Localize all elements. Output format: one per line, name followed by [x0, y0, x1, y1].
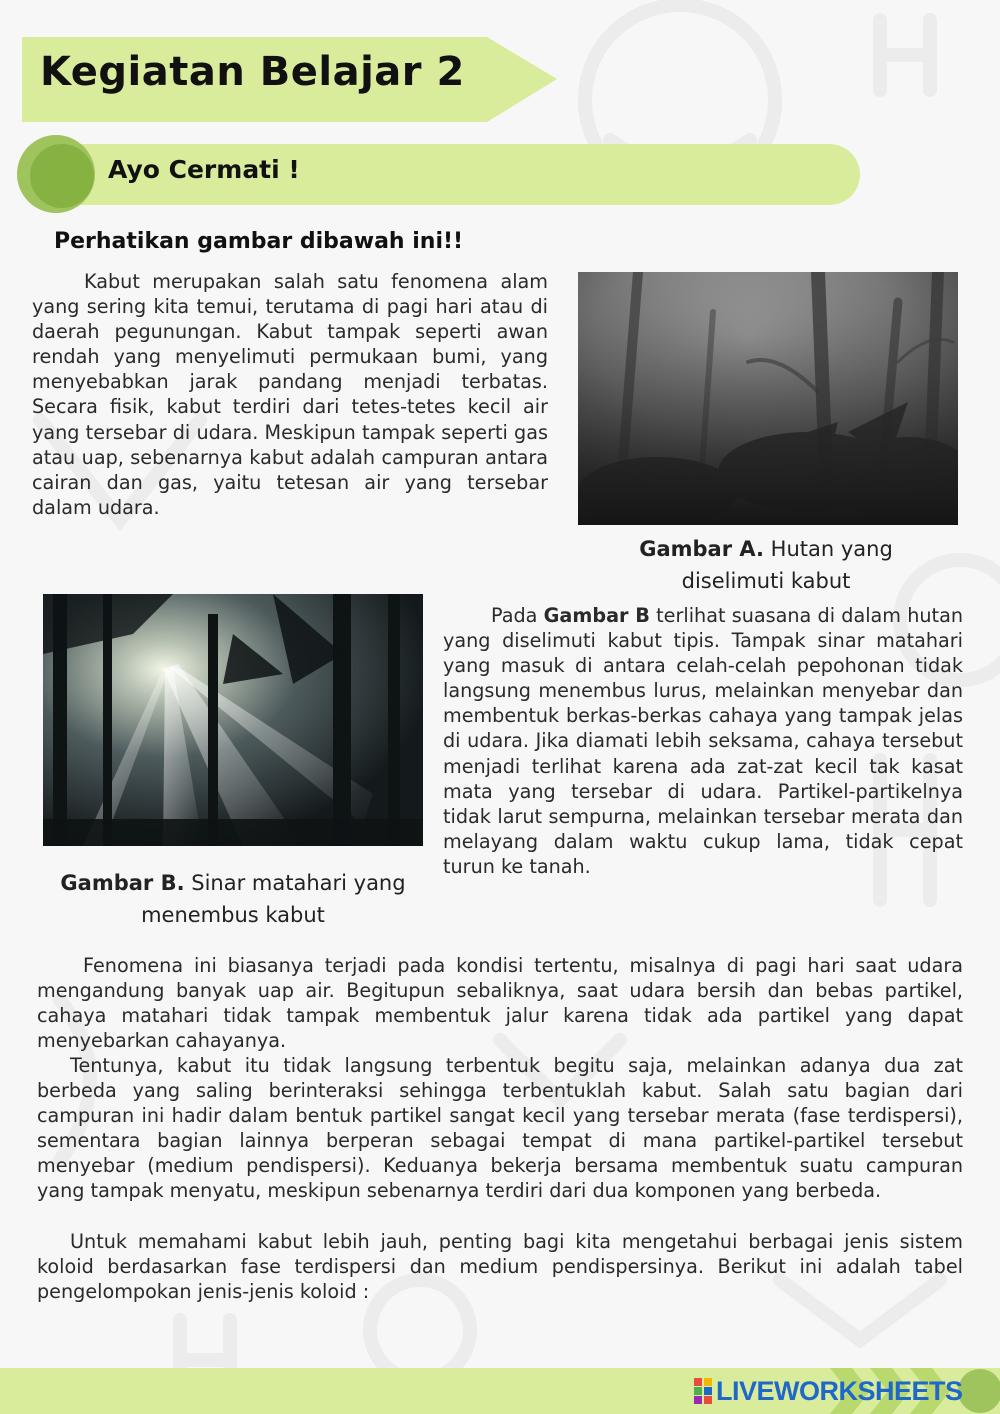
liveworksheets-wordmark: LIVEWORKSHEETS — [716, 1375, 963, 1406]
paragraph-mixture: Tentunya, kabut itu tidak langsung terbentuk begitu saja, melainkan adanya dua zat berbeda yang saling berinteraksi sehingga terbentuklah kabut. Salah satu bagian dari campuran ini hadir dalam bentuk partikel sangat kecil yang tersebar merata (fase terdispersi), sementara bagian lainnya berperan sebagai tempat di mana partikel-partikel tersebut menyebar (medium pendispersi). Keduanya bekerja bersama membentuk suatu campuran yang tampak menyatu, meskipun sebenarnya terdiri dari dua komponen yang berbeda. — [37, 1054, 963, 1203]
caption-figure-a-label: Gambar A. — [639, 537, 764, 561]
photo-foggy-forest — [578, 272, 958, 525]
caption-figure-b-text: Sinar matahari yang menembus kabut — [141, 871, 406, 927]
p2-bold: Gambar B — [543, 604, 650, 627]
paragraph-intro: Kabut merupakan salah satu fenomena alam yang sering kita temui, terutama di pagi hari atau di daerah pegunungan. Kabut tampak seperti awan rendah yang menyelimuti permukaan bumi, yang menyebabkan jarak pandang menjadi terbatas. Secara fisik, kabut terdiri dari tetes-tetes kecil air yang tersebar di udara. Meskipun tampak seperti gas atau uap, sebenarnya kabut adalah campuran antara cairan dan gas, yaitu tetesan air yang tersebar dalam udara. — [32, 270, 548, 519]
subtitle: Ayo Cermati ! — [108, 155, 300, 184]
paragraph-figure-b — [443, 603, 963, 879]
caption-figure-b — [40, 867, 426, 931]
photo-sunbeams-fog — [43, 594, 423, 846]
caption-figure-b-label: Gambar B. — [60, 871, 185, 895]
liveworksheets-brand[interactable] — [694, 1376, 963, 1406]
lesson-title: Kegiatan Belajar 2 — [40, 49, 465, 95]
lesson-title-banner — [22, 37, 557, 122]
p2-before: Pada — [491, 604, 544, 627]
caption-figure-a-text: Hutan yang diselimuti kabut — [681, 537, 893, 593]
liveworksheets-logo-icon — [694, 1378, 712, 1404]
p2-after: terlihat suasana di dalam hutan yang diselimuti kabut tipis. Tampak sinar matahari yang masuk di antara celah-celah pepohonan tidak langsung menembus lurus, melainkan menyebar dan membentuk berkas-berkas cahaya yang tampak jelas di udara. Jika diamati lebih seksama, cahaya tersebut menjadi terlihat karena ada zat-zat kecil tak kasat mata yang tersebar di udara. Partikel-partikelnya tidak larut sempurna, melainkan tersebar merata dan melayang dalam waktu cukup lama, tidak cepat turun ke tanah. — [443, 604, 963, 878]
caption-figure-a — [600, 533, 932, 597]
subtitle-circle-inner — [30, 144, 94, 208]
section-heading: Perhatikan gambar dibawah ini!! — [54, 229, 464, 254]
paragraph-phenomenon: Fenomena ini biasanya terjadi pada kondisi tertentu, misalnya di pagi hari saat udara mengandung banyak uap air. Begitupun sebaliknya, saat udara bersih dan bebas partikel, cahaya matahari tidak tampak membentuk jalur karena tidak ada partikel yang dapat menyebarkan cahayanya. — [37, 954, 963, 1053]
paragraph-colloid-intro: Untuk memahami kabut lebih jauh, penting bagi kita mengetahui berbagai jenis sistem koloid berdasarkan fase terdispersi dan medium pendispersinya. Berikut ini adalah tabel pengelompokan jenis-jenis koloid : — [37, 1230, 963, 1304]
